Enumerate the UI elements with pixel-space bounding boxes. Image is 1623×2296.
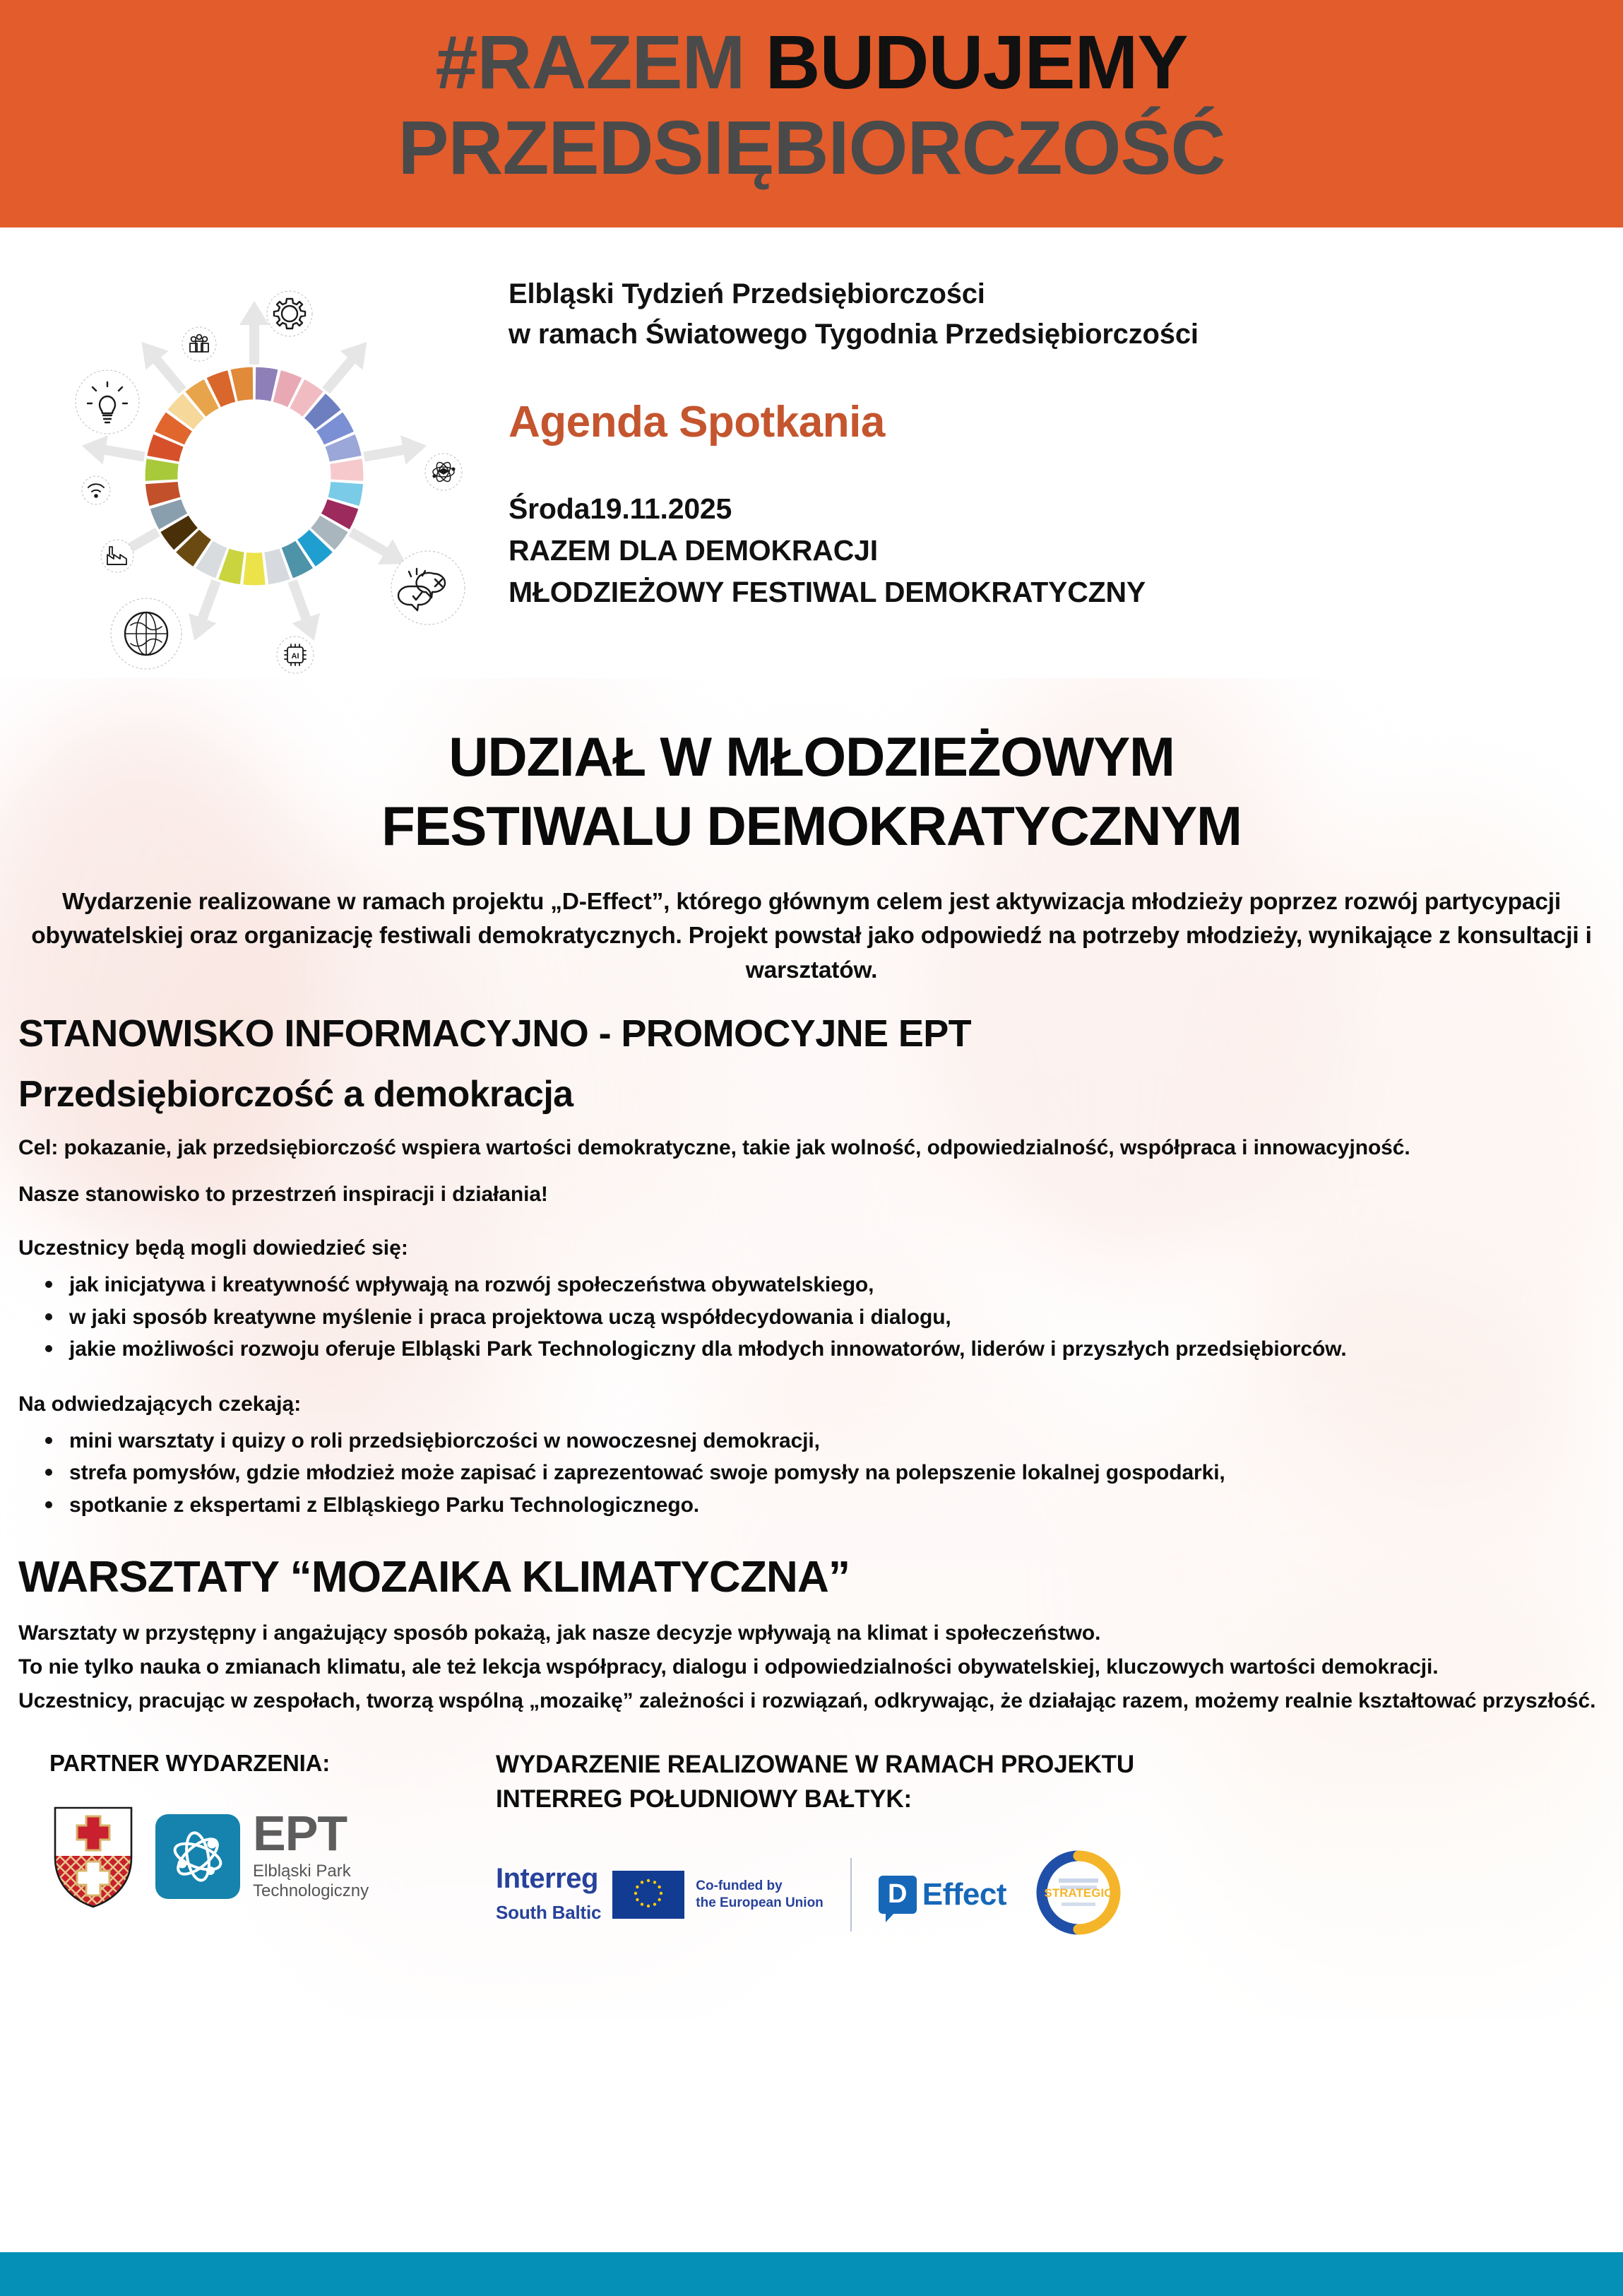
workshop-paragraph-2: To nie tylko nauka o zmianach klimatu, ale też lekcja współpracy, dialogu i odpowiedzialności obywatelskiej, kluczowych wartości demokracji. bbox=[18, 1655, 1439, 1679]
partner-section bbox=[0, 1747, 487, 1910]
list-item: jak inicjatywa i kreatywność wpływają na rozwój społeczeństwa obywatelskiego, bbox=[69, 1269, 1605, 1301]
await-list bbox=[18, 1425, 1605, 1522]
header-band bbox=[0, 0, 1623, 227]
learn-lead-text: Uczestnicy będą mogli dowiedzieć się: bbox=[18, 1236, 408, 1260]
bottom-teal-bar bbox=[0, 2252, 1623, 2296]
globe-icon bbox=[125, 613, 167, 655]
strategic-logo bbox=[1033, 1847, 1124, 1941]
deffect-wordmark: Effect bbox=[922, 1876, 1007, 1912]
list-item: jakie możliwości rozwoju oferuje Elbląski Park Technologiczny dla młodych innowatorów, liderów i przyszłych przedsiębiorców. bbox=[69, 1333, 1605, 1366]
section-subheading-stand: Przedsiębiorczość a demokracja bbox=[18, 1074, 573, 1116]
header-slogan-line2: PRZEDSIĘBIORCZOŚĆ bbox=[398, 104, 1225, 190]
wheel-segment bbox=[243, 552, 266, 586]
strategic-wordmark: STRATEGIC bbox=[1044, 1886, 1113, 1900]
stand-tagline-text: Nasze stanowisko to przestrzeń inspiracji i działania! bbox=[18, 1183, 548, 1207]
section-heading-stand: STANOWISKO INFORMACYJNO - PROMOCYJNE EPT bbox=[18, 1012, 972, 1055]
list-item: w jaki sposób kreatywne myślenie i praca projektowa uczą współdecydowania i dialogu, bbox=[69, 1301, 1605, 1334]
project-section bbox=[487, 1747, 1623, 1941]
south-baltic-text: South Baltic bbox=[496, 1902, 602, 1924]
partner-logos bbox=[49, 1804, 487, 1910]
eu-caption-line2: the European Union bbox=[696, 1895, 824, 1910]
innovation-wheel-graphic bbox=[35, 257, 473, 695]
main-title bbox=[0, 722, 1623, 861]
logo-divider bbox=[850, 1858, 852, 1931]
interreg-south-baltic-logo bbox=[496, 1865, 824, 1924]
intro-paragraph: Wydarzenie realizowane w ramach projektu „D-Effect”, którego głównym celem jest aktywizacja młodzieży poprzez rozwój partycypacji obywatelskiej oraz organizację festiwali demokratycznych. Projekt powstał jako odpowiedź na potrzeby młodzieży, wynikające z konsultacji i warsztatów. bbox=[31, 888, 1592, 983]
footer bbox=[0, 1747, 1623, 1941]
list-item: spotkanie z ekspertami z Elbląskiego Parku Technologicznego. bbox=[69, 1489, 1605, 1522]
eu-caption-line1: Co-funded by bbox=[696, 1878, 783, 1893]
ept-sub-line2: Technologiczny bbox=[253, 1881, 369, 1901]
stand-goal-text: Cel: pokazanie, jak przedsiębiorczość wspiera wartości demokratyczne, takie jak wolność, odpowiedzialność, współpraca i innowacyjność. bbox=[18, 1136, 1410, 1160]
event-name-line2: MŁODZIEŻOWY FESTIWAL DEMOKRATYCZNY bbox=[509, 575, 1146, 608]
ept-logo bbox=[155, 1806, 369, 1901]
hashtag-razem-text: #RAZEM bbox=[435, 19, 745, 105]
agenda-title: Agenda Spotkania bbox=[509, 397, 885, 446]
top-info-block bbox=[0, 227, 1623, 695]
ept-wordmark: EPT bbox=[253, 1806, 347, 1862]
event-date: Środa19.11.2025 bbox=[509, 492, 732, 525]
main-title-line1: UDZIAŁ W MŁODZIEŻOWYM bbox=[448, 726, 1175, 788]
deffect-d-icon: D bbox=[879, 1876, 917, 1914]
event-week-line1: Elbląski Tydzień Przedsiębiorczości bbox=[509, 278, 985, 309]
list-item: strefa pomysłów, gdzie młodzież może zapisać i zaprezentować swoje pomysły na polepszenie lokalnej gospodarki, bbox=[69, 1457, 1605, 1489]
project-logos bbox=[496, 1847, 1623, 1941]
eu-flag-icon bbox=[612, 1871, 684, 1919]
event-week-line2: w ramach Światowego Tygodnia Przedsiębiorczości bbox=[509, 318, 1199, 350]
await-lead-text: Na odwiedzających czekają: bbox=[18, 1392, 302, 1416]
deffect-logo bbox=[879, 1876, 1006, 1914]
elblag-coat-of-arms-logo bbox=[49, 1804, 137, 1910]
workshop-paragraph-3: Uczestnicy, pracując w zespołach, tworzą wspólną „mozaikę” zależności i rozwiązań, odkrywając, że działając razem, możemy realnie kształtować przyszłość. bbox=[18, 1689, 1596, 1713]
list-item: mini warsztaty i quizy o roli przedsiębiorczości w nowoczesnej demokracji, bbox=[69, 1425, 1605, 1457]
main-title-line2: FESTIWALU DEMOKRATYCZNYM bbox=[381, 795, 1242, 858]
wheel-segment bbox=[330, 458, 364, 482]
header-slogan-line1 bbox=[0, 20, 1623, 105]
wheel-graphic-column bbox=[0, 252, 509, 695]
workshop-paragraph-1: Warsztaty w przystępny i angażujący sposób pokażą, jak nasze decyzje wpływają na klimat i społeczeństwo. bbox=[18, 1621, 1101, 1645]
body-content bbox=[0, 885, 1623, 1717]
svg-text:AI: AI bbox=[291, 652, 299, 661]
event-name-line1: RAZEM DLA DEMOKRACJI bbox=[509, 533, 878, 567]
project-label-line2: INTERREG POŁUDNIOWY BAŁTYK: bbox=[496, 1785, 912, 1813]
partner-label: PARTNER WYDARZENIA: bbox=[49, 1750, 331, 1777]
interreg-wordmark: Interreg bbox=[496, 1863, 598, 1895]
event-info-column bbox=[509, 252, 1623, 613]
ept-atom-icon bbox=[155, 1814, 240, 1899]
wheel-segment bbox=[145, 458, 179, 482]
section-heading-workshop: WARSZTATY “MOZAIKA KLIMATYCZNA” bbox=[18, 1552, 850, 1602]
learn-list bbox=[18, 1269, 1605, 1366]
budujemy-text: BUDUJEMY bbox=[765, 19, 1188, 105]
ai-chip-icon bbox=[285, 644, 306, 665]
ept-sub-line1: Elbląski Park bbox=[253, 1861, 351, 1881]
project-label-line1: WYDARZENIE REALIZOWANE W RAMACH PROJEKTU bbox=[496, 1751, 1134, 1779]
